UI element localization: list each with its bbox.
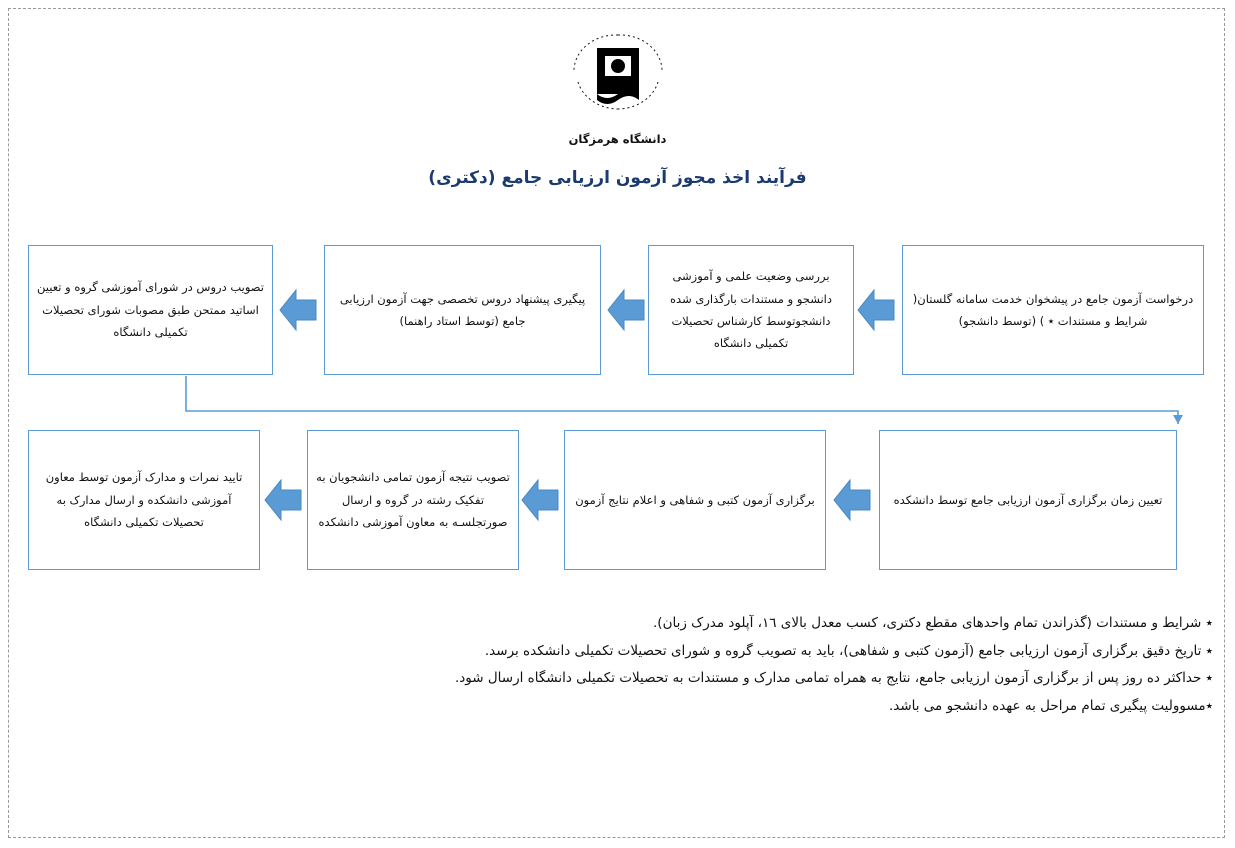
flow-box-text: تصویب نتیجه آزمون تمامی دانشجویان به تفکیک رشته در گروه و ارسال صورتجلسـه به معاون آموزشی دانشکده [316,470,510,530]
flow-box-follow-up-course-proposal [324,245,601,375]
note-item: ٭ شرایط و مستندات (گذراندن تمام واحدهای مقطع دکتری، کسب معدل بالای ١٦، آپلود مدرک زبان). [653,615,1213,631]
flow-box-text: برگزاری آزمون کتبی و شفاهی و اعلام نتایج آزمون [575,492,815,507]
flow-box-hold-written-oral-exam [564,430,826,570]
flow-box-text: درخواست آزمون جامع در پیشخوان خدمت سامانه گلستان( شرایط و مستندات ٭ ) (توسط دانشجو) [912,291,1194,328]
page-title: فرآیند اخذ مجوز آزمون ارزیابی جامع (دکتری) [428,168,807,188]
flow-box-text: بررسی وضعیت علمی و آموزشی دانشجو و مستندات بارگذاری شده دانشجوتوسط کارشناس تحصیلات تکمیلی دانشگاه [670,269,832,351]
flow-box-text: تایید نمرات و مدارک آزمون توسط معاون آموزشی دانشکده و ارسال مدارک به تحصیلات تکمیلی دانشگاه [45,470,243,530]
note-item: ٭ تاریخ دقیق برگزاری آزمون ارزیابی جامع (آزمون کتبی و شفاهی)، باید به تصویب گروه و شورای تحصیلات تکمیلی دانشکده برسد. [484,642,1213,659]
flow-box-approve-results-by-group [307,430,519,570]
flow-box-text: تصویب دروس در شورای آموزشی گروه و تعیین اساتید ممتحن طبق مصوبات شورای تحصیلات تکمیلی دانشگاه [37,280,264,340]
flow-box-text: پیگیری پیشنهاد دروس تخصصی جهت آزمون ارزیابی جامع (توسط استاد راهنما) [339,291,586,328]
flow-box-review-status-by-expert [648,245,854,375]
flow-box-request-comprehensive-exam [902,245,1204,375]
flow-box-set-exam-date [879,430,1177,570]
arrow-left-r2-1 [832,478,872,522]
flow-box-confirm-grades-send-docs [28,430,260,570]
arrow-left-r1-3 [278,288,318,332]
arrow-left-r1-2 [606,288,646,332]
logo-block [0,28,1235,146]
notes-list [23,610,1213,721]
flow-box-text: تعیین زمان برگزاری آزمون ارزیابی جامع توسط دانشکده [893,492,1163,507]
arrow-left-r2-2 [520,478,560,522]
note-item: ٭مسوولیت پیگیری تمام مراحل به عهده دانشجو می باشد. [888,698,1213,715]
university-name: دانشگاه هرمزگان [568,132,667,146]
arrow-left-r2-3 [263,478,303,522]
note-item: ٭ حداکثر ده روز پس از برگزاری آزمون ارزیابی جامع، نتایج به همراه تمامی مدارک و مستندات به تحصیلات تکمیلی دانشگاه ارسال شود. [454,670,1213,687]
flow-box-approve-courses-group-council [28,245,273,375]
university-seal-icon [559,28,677,136]
arrow-left-r1-1 [856,288,896,332]
